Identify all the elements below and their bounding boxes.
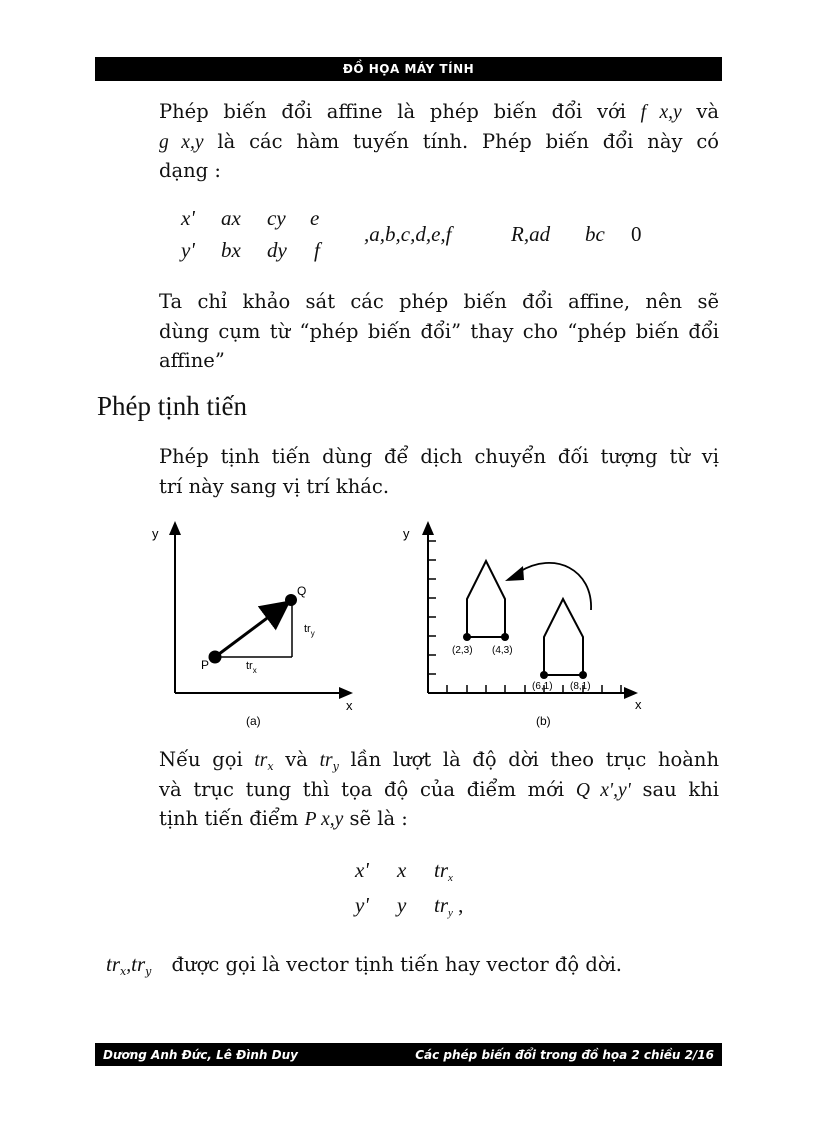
- translation-intro: [159, 442, 719, 501]
- figure-a-y-label: y: [152, 526, 159, 541]
- figure-b-arrowhead: [505, 566, 524, 581]
- figure-a-y-arrowhead: [169, 521, 181, 535]
- explain-line-3: tịnh tiến điểm P x,y sẽ là :: [159, 807, 408, 830]
- figure-a-trx-label: $tr_x$: [246, 660, 257, 675]
- figure-b-point-2-3: [463, 633, 471, 641]
- page-header: [95, 57, 722, 81]
- note-paragraph: [159, 287, 719, 376]
- figure-b: [395, 515, 660, 735]
- figure-b-x-label: x: [635, 697, 642, 712]
- figure-b-label-6-1: (6,1): [532, 681, 553, 692]
- header-title: ĐỒ HỌA MÁY TÍNH: [342, 62, 475, 76]
- figure-b-label-4-3: (4,3): [492, 645, 513, 656]
- intro-paragraph: [159, 97, 719, 186]
- figure-b-point-4-3: [501, 633, 509, 641]
- note-line-2: dùng cụm từ “phép biến đổi” thay cho “phép biến đổi: [159, 319, 719, 343]
- intro-line-1: Phép biến đổi affine là phép biến đổi với f x,y và: [159, 100, 720, 123]
- figure-b-y-label: y: [403, 526, 410, 541]
- figure-a-vector: [215, 604, 286, 657]
- figure-b-y-ticks: [428, 541, 436, 674]
- figure-a-point-q: [285, 594, 297, 606]
- footer-authors: Dương Anh Đức, Lê Đình Duy: [103, 1048, 298, 1062]
- translation-intro-line-2: trí này sang vị trí khác.: [159, 474, 390, 498]
- footer-chapter: Các phép biến đổi trong đồ họa 2 chiều 2/16: [415, 1048, 714, 1062]
- figure-a-x-label: x: [346, 698, 353, 713]
- figure-a-point-p: [209, 651, 222, 664]
- page-footer: [95, 1043, 722, 1066]
- figure-b-point-8-1: [579, 671, 587, 679]
- intro-line-3: dạng :: [159, 159, 221, 182]
- explain-paragraph: [159, 745, 719, 834]
- figure-a: [140, 515, 370, 735]
- note-line-3: affine”: [159, 349, 225, 372]
- figure-b-y-arrowhead: [422, 521, 434, 535]
- conclusion: $tr_x,tr_y$ được gọi là vector tịnh tiến hay vector độ dời.: [106, 952, 623, 978]
- figure-b-curved-arrow: [519, 563, 591, 610]
- figure-b-point-6-1: [540, 671, 548, 679]
- figure-b-label-8-1: (8,1): [570, 681, 591, 692]
- figure-a-try-label: $tr_y$: [304, 623, 315, 638]
- figure-b-label-2-3: (2,3): [452, 645, 473, 656]
- intro-line-2: g x,y là các hàm tuyến tính. Phép biến đổi này có: [159, 129, 720, 153]
- explain-line-2: và trục tung thì tọa độ của điểm mới Q x',y' sau khi: [159, 777, 719, 801]
- translation-intro-line-1: Phép tịnh tiến dùng để dịch chuyển đối tượng từ vị: [159, 445, 719, 468]
- explain-line-1: Nếu gọi $tr_x$ và $tr_y$ lần lượt là độ dời theo trục hoành: [159, 748, 720, 773]
- figure-a-q-label: Q: [297, 584, 307, 598]
- note-line-1: Ta chỉ khảo sát các phép biến đổi affine, nên sẽ: [159, 290, 719, 313]
- figure-b-shape-original: [544, 599, 583, 675]
- figure-a-caption: (a): [246, 714, 261, 728]
- figure-b-shape-translated: [467, 561, 505, 637]
- figure-a-p-label: P: [201, 658, 210, 672]
- figure-b-caption: (b): [536, 714, 551, 728]
- section-heading: Phép tịnh tiến: [97, 391, 247, 421]
